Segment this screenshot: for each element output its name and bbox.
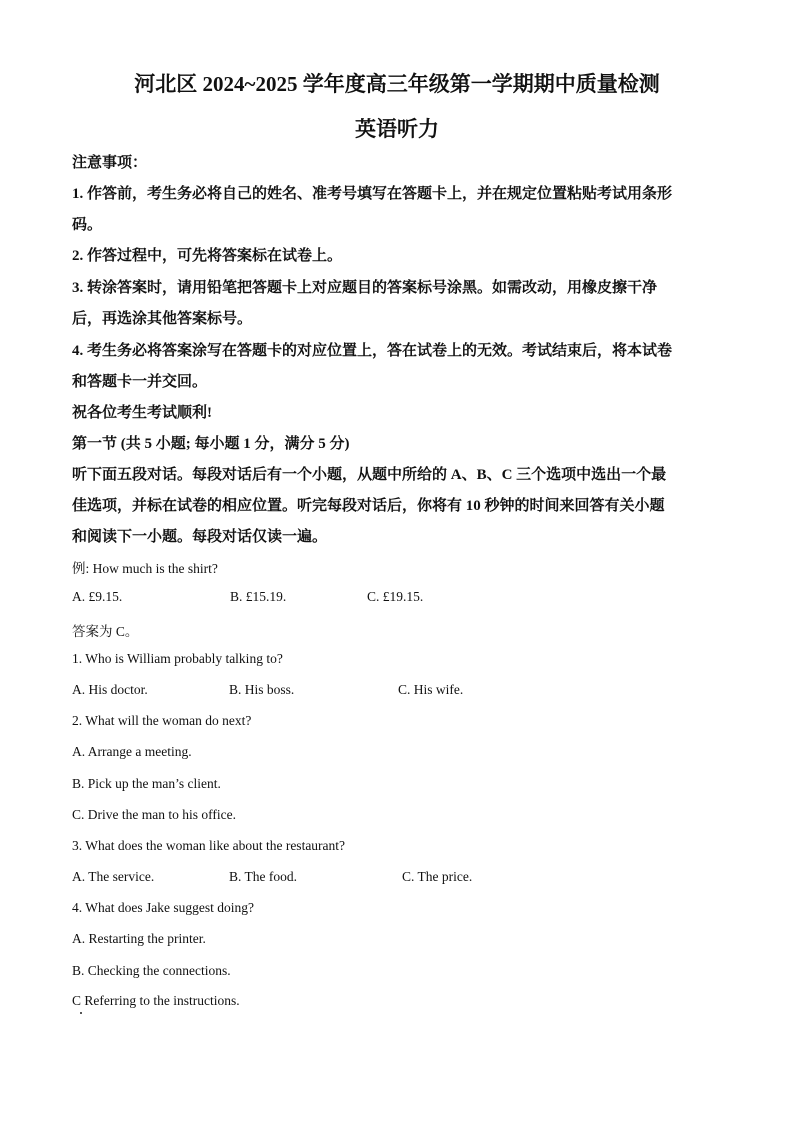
page-speck [80,1012,82,1014]
question-4-option-b: B. Checking the connections. [72,963,231,978]
note-item-3-line-1: 3. 转涂答案时，请用铅笔把答题卡上对应题目的答案标号涂黑。如需改动，用橡皮擦干净 [72,280,658,296]
question-3: 3. What does the woman like about the restaurant? [72,838,346,853]
question-2: 2. What will the woman do next? [72,713,252,728]
notes-heading: 注意事项： [72,155,148,171]
section-instruction-line-2: 佳选项，并标在试卷的相应位置。听完每段对话后，你将有 10 秒钟的时间来回答有关小题 [72,498,665,514]
question-1: 1. Who is William probably talking to? [72,651,283,666]
question-1-option-a: A. His doctor. [72,682,148,697]
note-item-1-line-2: 码。 [72,217,103,233]
section-instruction-line-3: 和阅读下一小题。每段对话仅读一遍。 [72,529,328,545]
question-3-option-a: A. The service. [72,869,155,884]
question-3-option-c: C. The price. [402,869,473,884]
question-1-option-b: B. His boss. [229,682,295,697]
note-item-1-line-1: 1. 作答前，考生务必将自己的姓名、准考号填写在答题卡上，并在规定位置粘贴考试用条形 [72,186,673,202]
example-option-b: B. £15.19. [230,589,287,604]
question-2-option-c: C. Drive the man to his office. [72,807,236,822]
example-answer: 答案为 C。 [72,624,139,639]
note-item-4-line-2: 和答题卡一并交回。 [72,374,208,390]
question-4-option-a: A. Restarting the printer. [72,931,206,946]
example-option-c: C. £19.15. [367,589,424,604]
question-1-option-c: C. His wife. [398,682,464,697]
example-option-a: A. £9.15. [72,589,123,604]
note-item-2: 2. 作答过程中，可先将答案标在试卷上。 [72,248,343,264]
question-2-option-b: B. Pick up the man’s client. [72,776,221,791]
question-3-option-b: B. The food. [229,869,297,884]
note-item-3-line-2: 后，再选涂其他答案标号。 [72,311,253,327]
question-2-option-a: A. Arrange a meeting. [72,744,192,759]
exam-title: 河北区 2024~2025 学年度高三年级第一学期期中质量检测 [134,72,660,96]
section-heading: 第一节 (共 5 小题; 每小题 1 分，满分 5 分) [72,436,350,452]
question-4-option-c: C Referring to the instructions. [72,993,240,1008]
wish-text: 祝各位考生考试顺利! [72,405,212,421]
example-question: 例: How much is the shirt? [72,561,218,576]
note-item-4-line-1: 4. 考生务必将答案涂写在答题卡的对应位置上，答在试卷上的无效。考试结束后，将本试卷 [72,343,673,359]
section-instruction-line-1: 听下面五段对话。每段对话后有一个小题，从题中所给的 A、B、C 三个选项中选出一个最 [72,467,667,483]
question-4: 4. What does Jake suggest doing? [72,900,254,915]
exam-subtitle: 英语听力 [355,117,439,141]
